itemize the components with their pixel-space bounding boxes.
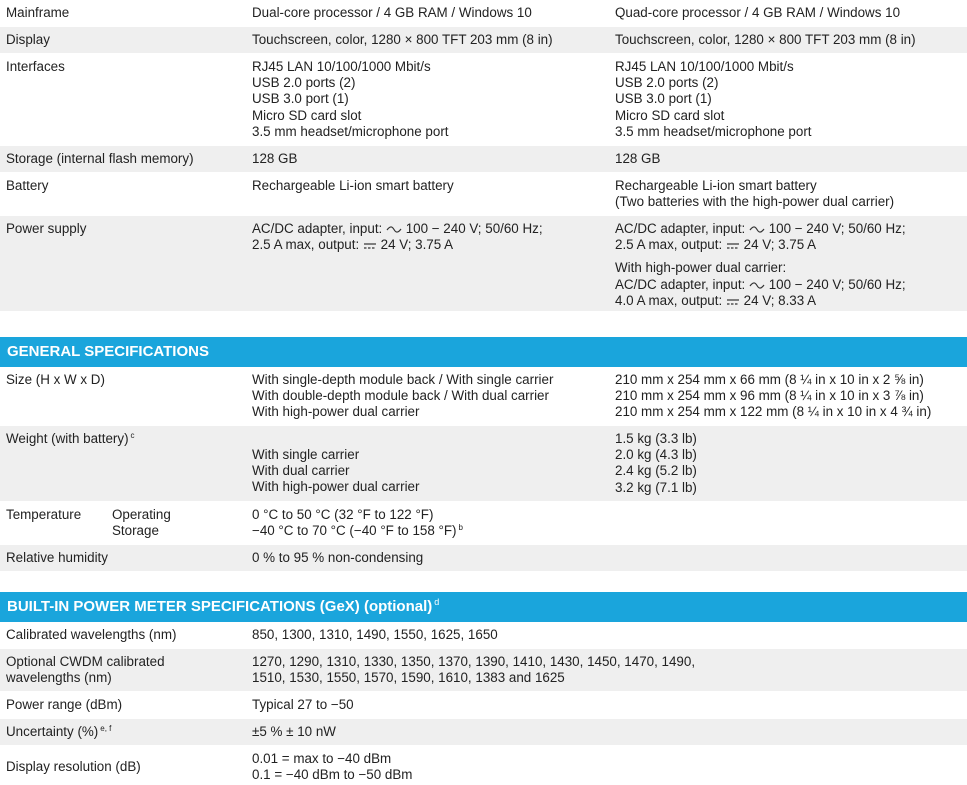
weight-value: 1.5 kg (3.3 lb) bbox=[615, 431, 697, 446]
power-text: 4.0 A max, output: bbox=[615, 292, 726, 308]
row-calibrated-wavelengths bbox=[0, 622, 967, 649]
calibrated-wavelengths-value: 850, 1300, 1310, 1490, 1550, 1625, 1650 bbox=[252, 627, 498, 642]
weight-value: 3.2 kg (7.1 lb) bbox=[615, 479, 697, 495]
label-cwdm-wavelengths bbox=[6, 654, 246, 686]
row-display-resolution bbox=[0, 746, 967, 785]
interfaces-list-b bbox=[615, 59, 965, 140]
label-battery: Battery bbox=[6, 178, 49, 193]
section-header-power-meter bbox=[0, 592, 967, 622]
label-storage: Storage (internal flash memory) bbox=[6, 151, 194, 166]
power-range-value: Typical 27 to −50 bbox=[252, 697, 354, 712]
row-power-range bbox=[0, 692, 967, 719]
power-text: 2.5 A max, output: bbox=[615, 237, 726, 253]
row-display bbox=[0, 27, 967, 54]
power-line bbox=[252, 221, 612, 237]
power-supply-value-b bbox=[615, 221, 965, 309]
label-power-range: Power range (dBm) bbox=[6, 697, 123, 712]
temperature-sublabels bbox=[112, 507, 171, 539]
size-config: With double-depth module back / With dual carrier bbox=[252, 388, 549, 404]
display-value-a: Touchscreen, color, 1280 × 800 TFT 203 mm (8 in) bbox=[252, 32, 553, 47]
cwdm-wavelengths-value bbox=[252, 654, 952, 686]
resolution-line: 0.01 = max to −40 dBm bbox=[252, 751, 392, 766]
power-text: 24 V; 8.33 A bbox=[739, 292, 817, 308]
ac-symbol-icon bbox=[749, 225, 765, 234]
battery-line: Rechargeable Li-ion smart battery bbox=[615, 178, 817, 193]
interface-item: Micro SD card slot bbox=[615, 107, 725, 123]
temperature-storage-value bbox=[252, 523, 612, 539]
footnote-ef: e, f bbox=[100, 723, 112, 733]
weight-value: 2.0 kg (4.3 lb) bbox=[615, 447, 697, 463]
uncertainty-value: ±5 % ± 10 nW bbox=[252, 724, 336, 739]
dc-symbol-icon bbox=[363, 241, 377, 250]
row-temperature bbox=[0, 502, 967, 545]
power-line bbox=[615, 221, 965, 237]
ac-symbol-icon bbox=[749, 281, 765, 290]
cwdm-label-line: Optional CWDM calibrated bbox=[6, 654, 165, 669]
dc-symbol-icon bbox=[726, 297, 740, 306]
size-config: With high-power dual carrier bbox=[252, 404, 420, 420]
interface-item: USB 2.0 ports (2) bbox=[252, 75, 356, 91]
footnote-d: d bbox=[434, 597, 440, 607]
interface-item: RJ45 LAN 10/100/1000 Mbit/s bbox=[252, 59, 431, 74]
weight-config: With high-power dual carrier bbox=[252, 479, 420, 495]
interfaces-list-a bbox=[252, 59, 612, 140]
temperature-storage-text: −40 °C to 70 °C (−40 °F to 158 °F) bbox=[252, 523, 457, 539]
power-text: AC/DC adapter, input: bbox=[615, 276, 749, 292]
interface-item: USB 3.0 port (1) bbox=[252, 91, 349, 107]
size-value: 210 mm x 254 mm x 96 mm (8 ¼ in x 10 in x 3 ⅞ in) bbox=[615, 388, 924, 404]
size-config: With single-depth module back / With single carrier bbox=[252, 372, 554, 387]
interface-item: 3.5 mm headset/microphone port bbox=[615, 123, 812, 139]
storage-value-b: 128 GB bbox=[615, 151, 661, 166]
power-text: 100 − 240 V; 50/60 Hz; bbox=[401, 221, 543, 236]
display-value-b: Touchscreen, color, 1280 × 800 TFT 203 mm (8 in) bbox=[615, 32, 916, 47]
row-power-supply bbox=[0, 216, 967, 312]
power-supply-value-a bbox=[252, 221, 612, 253]
mainframe-dual-core: Dual-core processor / 4 GB RAM / Windows 10 bbox=[252, 5, 532, 20]
resolution-line: 0.1 = −40 dBm to −50 dBm bbox=[252, 767, 413, 783]
cwdm-label-line: wavelengths (nm) bbox=[6, 670, 112, 686]
interface-item: USB 3.0 port (1) bbox=[615, 91, 712, 107]
size-value: 210 mm x 254 mm x 66 mm (8 ¼ in x 10 in x 2 ⅝ in) bbox=[615, 372, 924, 387]
weight-values bbox=[615, 431, 965, 496]
display-resolution-value bbox=[252, 751, 612, 783]
power-text: 100 − 240 V; 50/60 Hz; bbox=[764, 221, 906, 236]
weight-config: With dual carrier bbox=[252, 463, 350, 479]
power-text: AC/DC adapter, input: bbox=[615, 221, 749, 236]
dc-symbol-icon bbox=[726, 241, 740, 250]
row-humidity bbox=[0, 545, 967, 572]
cwdm-value-line: 1510, 1530, 1550, 1570, 1590, 1610, 1383 and 1625 bbox=[252, 670, 565, 686]
power-text: 2.5 A max, output: bbox=[252, 237, 363, 253]
label-uncertainty bbox=[6, 724, 246, 740]
label-humidity: Relative humidity bbox=[6, 550, 108, 565]
temperature-values bbox=[252, 507, 612, 539]
temperature-operating-value: 0 °C to 50 °C (32 °F to 122 °F) bbox=[252, 507, 434, 522]
battery-value-a: Rechargeable Li-ion smart battery bbox=[252, 178, 454, 193]
section-header-general: GENERAL SPECIFICATIONS bbox=[0, 337, 967, 367]
label-power-supply: Power supply bbox=[6, 221, 87, 236]
label-weight bbox=[6, 431, 246, 447]
temperature-operating-label: Operating bbox=[112, 507, 171, 522]
label-display: Display bbox=[6, 32, 50, 47]
row-uncertainty bbox=[0, 719, 967, 746]
interface-item: Micro SD card slot bbox=[252, 107, 362, 123]
uncertainty-label-text: Uncertainty (%) bbox=[6, 724, 99, 739]
row-storage bbox=[0, 146, 967, 173]
row-interfaces bbox=[0, 54, 967, 146]
row-mainframe bbox=[0, 0, 967, 27]
row-size bbox=[0, 367, 967, 426]
label-mainframe: Mainframe bbox=[6, 5, 70, 20]
humidity-value: 0 % to 95 % non-condensing bbox=[252, 550, 424, 565]
interface-item: 3.5 mm headset/microphone port bbox=[252, 123, 449, 139]
temperature-storage-label: Storage bbox=[112, 523, 159, 539]
row-cwdm-wavelengths bbox=[0, 649, 967, 692]
power-text: 24 V; 3.75 A bbox=[739, 237, 817, 253]
footnote-c: c bbox=[130, 430, 135, 440]
power-line bbox=[252, 237, 612, 253]
label-size: Size (H x W x D) bbox=[6, 372, 105, 387]
label-display-resolution: Display resolution (dB) bbox=[6, 759, 141, 774]
power-line: With high-power dual carrier: bbox=[615, 260, 787, 276]
power-line bbox=[615, 293, 965, 309]
cwdm-value-line: 1270, 1290, 1310, 1330, 1350, 1370, 1390, 1410, 1430, 1450, 1470, 1490, bbox=[252, 654, 696, 669]
label-calibrated-wavelengths: Calibrated wavelengths (nm) bbox=[6, 627, 177, 642]
footnote-b: b bbox=[458, 522, 463, 532]
size-value: 210 mm x 254 mm x 122 mm (8 ¼ in x 10 in x 4 ¾ in) bbox=[615, 404, 932, 420]
weight-label-text: Weight (with battery) bbox=[6, 431, 129, 446]
row-battery bbox=[0, 173, 967, 216]
label-temperature: Temperature bbox=[6, 507, 82, 522]
weight-config: With single carrier bbox=[252, 447, 360, 462]
size-configs bbox=[252, 372, 612, 421]
size-values bbox=[615, 372, 965, 421]
weight-configs bbox=[252, 447, 612, 496]
interface-item: RJ45 LAN 10/100/1000 Mbit/s bbox=[615, 59, 794, 74]
ac-symbol-icon bbox=[386, 225, 402, 234]
power-text: 24 V; 3.75 A bbox=[376, 237, 454, 253]
power-line bbox=[615, 277, 965, 293]
label-interfaces: Interfaces bbox=[6, 59, 65, 74]
battery-line: (Two batteries with the high-power dual carrier) bbox=[615, 194, 895, 210]
battery-value-b bbox=[615, 178, 965, 210]
power-text: AC/DC adapter, input: bbox=[252, 221, 386, 236]
weight-value: 2.4 kg (5.2 lb) bbox=[615, 463, 697, 479]
storage-value-a: 128 GB bbox=[252, 151, 298, 166]
mainframe-quad-core: Quad-core processor / 4 GB RAM / Windows 10 bbox=[615, 5, 901, 20]
power-text: 100 − 240 V; 50/60 Hz; bbox=[764, 276, 906, 292]
power-meter-title: BUILT-IN POWER METER SPECIFICATIONS (GeX) (optional) bbox=[7, 598, 433, 615]
interface-item: USB 2.0 ports (2) bbox=[615, 75, 719, 91]
row-weight bbox=[0, 426, 967, 502]
power-line bbox=[615, 237, 965, 253]
